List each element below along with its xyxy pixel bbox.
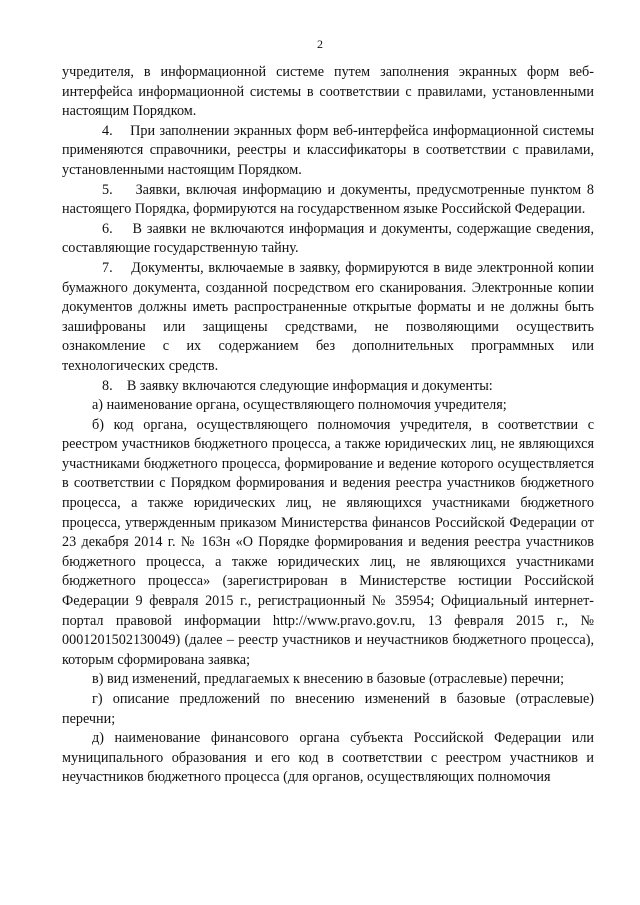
paragraph-item-8: 8. В заявку включаются следующие информация и документы: (102, 377, 493, 394)
subitem-a: а) наименование органа, осуществляющего полномочия учредителя; (92, 397, 507, 414)
paragraph-continuation: учредителя, в информационной системе путем заполнения экранных форм веб-интерфейса информационной системы в соответствии с правилами, установленными настоящим Порядком. (62, 64, 594, 120)
subitem-d: д) наименование финансового органа субъекта Российской Федерации или муниципального образования и его код в соответствии с реестром участников и неучастников бюджетного процесса (для органов, осуществляющих полномочия (62, 730, 594, 786)
paragraph-item-7: 7. Документы, включаемые в заявку, формируются в виде электронной копии бумажного документа, созданной посредством его сканирования. Электронные копии документов должны иметь распространенные открытые форматы и не должны быть зашифрованы или защищены средствами, не позволяющими осуществить ознакомление с их содержанием без дополнительных программных или технологических средств. (62, 259, 594, 374)
subitem-b: б) код органа, осуществляющего полномочия учредителя, в соответствии с реестром участников бюджетного процесса, а также юридических лиц, не являющихся участниками бюджетного процесса, формирование и ведение которого осуществляется в соответствии с Порядком формирования и ведения реестра участников бюджетного процесса, а также юридических лиц, не являющихся участниками бюджетного процесса, утвержденным приказом Министерства финансов Российской Федерации от 23 декабря 2014 г. № 163н «О Порядке формирования и ведения реестра участников бюджетного процесса, а также юридических лиц, не являющихся участниками бюджетного процесса» (зарегистрирован в Министерстве юстиции Российской Федерации 9 февраля 2015 г., регистрационный № 35954; Официальный интернет-портал правовой информации http://www.pravo.gov.ru, 13 февраля 2015 г., № 0001201502130049) (далее – реестр участников и неучастников бюджетного процесса), которым сформирована заявка; (62, 416, 594, 668)
page-number: 2 (317, 37, 323, 51)
subitem-g: г) описание предложений по внесению изменений в базовые (отраслевые) перечни; (62, 691, 594, 727)
paragraph-item-5: 5. Заявки, включая информацию и документы, предусмотренные пунктом 8 настоящего Порядка, формируются на государственном языке Российской Федерации. (62, 181, 594, 218)
paragraph-item-6: 6. В заявки не включаются информация и документы, содержащие сведения, составляющие государственную тайну. (62, 220, 594, 257)
subitem-v: в) вид изменений, предлагаемых к внесению в базовые (отраслевые) перечни; (92, 671, 565, 688)
document-body (62, 63, 594, 788)
paragraph-item-4: 4. При заполнении экранных форм веб-интерфейса информационной системы применяются справочники, реестры и классификаторы в соответствии с правилами, установленными настоящим Порядком. (62, 122, 594, 178)
